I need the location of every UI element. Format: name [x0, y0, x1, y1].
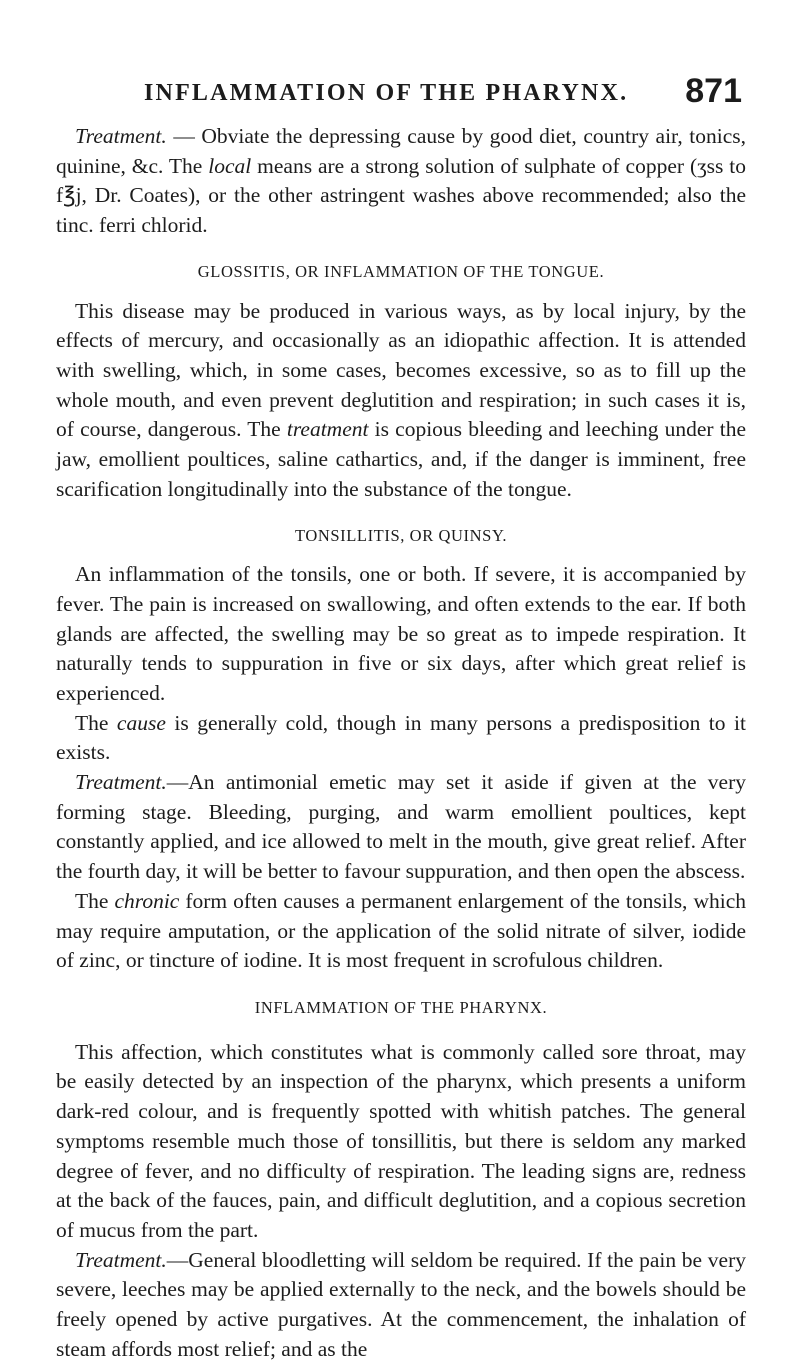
- paragraph-text: The: [75, 888, 115, 913]
- paragraph-text: —An antimonial emetic may set it aside if given at the very forming stage. Bleeding, purging, and warm emollient poultices, kept constantly applied, and ice allowed to melt in the mouth, give great relief. After the fourth day, it will be better to favour suppuration, and then open the abscess.: [56, 770, 746, 884]
- emphasis-text: chronic: [114, 888, 180, 913]
- paragraph-tonsillitis-chronic: [56, 887, 746, 976]
- page-number: 871: [685, 72, 742, 110]
- paragraph-text: — Obviate the depressing cause by good diet, country air, tonics, quinine, &c. The: [56, 124, 746, 178]
- emphasis-text: treatment: [286, 417, 369, 442]
- running-header: [144, 70, 742, 114]
- paragraph-label: Treatment.: [75, 1247, 167, 1272]
- paragraph-text: The: [75, 710, 117, 735]
- running-title: INFLAMMATION OF THE PHARYNX.: [144, 80, 629, 106]
- paragraph-tonsillitis-intro: [56, 560, 746, 709]
- section-heading-tonsillitis: TONSILLITIS, OR QUINSY.: [294, 526, 508, 546]
- section-heading-pharynx: INFLAMMATION OF THE PHARYNX.: [254, 997, 548, 1017]
- emphasis-text: local: [208, 153, 252, 178]
- paragraph-treatment-pharyngitis: [56, 122, 746, 241]
- paragraph-text: form often causes a permanent enlargement of the tonsils, which may require amputation, or the application of the solid nitrate of silver, iodide of zinc, or tincture of iodine. It is most frequent in scrofulous children.: [56, 888, 746, 973]
- paragraph-pharynx-treatment: [56, 1246, 746, 1364]
- paragraph-text: This affection, which constitutes what is commonly called sore throat, may be easily detected by an inspection of the pharynx, which presents a uniform dark-red colour, and is frequently spotted with whitish patches. The general symptoms resemble much those of tonsillitis, but there is seldom any marked degree of fever, and no difficulty of respiration. The leading signs are, redness at the back of the fauces, pain, and difficult deglutition, and a copious secretion of mucus from the part.: [56, 1039, 746, 1242]
- paragraph-text: An inflammation of the tonsils, one or both. If severe, it is accompanied by fever. The pain is increased on swallowing, and often extends to the ear. If both glands are affected, the swelling may be so great as to impede respiration. It naturally tends to suppuration in five or six days, after which great relief is experienced.: [56, 562, 746, 705]
- paragraph-label: Treatment.: [75, 124, 167, 148]
- paragraph-text: —General bloodletting will seldom be required. If the pain be very severe, leeches may be applied externally to the neck, and the bowels should be freely opened by active purgatives. At the commencement, the inhalation of steam affords most relief; and as the: [56, 1247, 746, 1361]
- paragraph-tonsillitis-cause: [56, 709, 746, 768]
- paragraph-text: means are a strong solution of sulphate of copper (ʒss to f℥j, Dr. Coates), or the other astringent washes above recommended; also the tinc. ferri chlorid.: [56, 153, 747, 238]
- paragraph-label: Treatment.: [75, 770, 167, 795]
- page-body: [56, 122, 746, 1364]
- section-heading-glossitis: GLOSSITIS, OR INFLAMMATION OF THE TONGUE.: [197, 261, 605, 281]
- paragraph-tonsillitis-treatment: [56, 768, 746, 887]
- emphasis-text: cause: [116, 710, 166, 735]
- paragraph-text: This disease may be produced in various ways, as by local injury, by the effects of mercury, and occasionally as an idiopathic affection. It is attended with swelling, which, in some cases, becomes excessive, so as to fill up the whole mouth, and even prevent deglutition and respiration; in such cases it is, of course, dangerous. The: [56, 298, 746, 442]
- paragraph-glossitis: [56, 297, 746, 505]
- paragraph-text: is copious bleeding and leeching under the jaw, emollient poultices, saline cathartics, and, if the danger is imminent, free scarification longitudinally into the substance of the tongue.: [56, 417, 747, 501]
- paragraph-pharynx-intro: [56, 1038, 746, 1246]
- paragraph-text: is generally cold, though in many persons a predisposition to it exists.: [56, 710, 746, 765]
